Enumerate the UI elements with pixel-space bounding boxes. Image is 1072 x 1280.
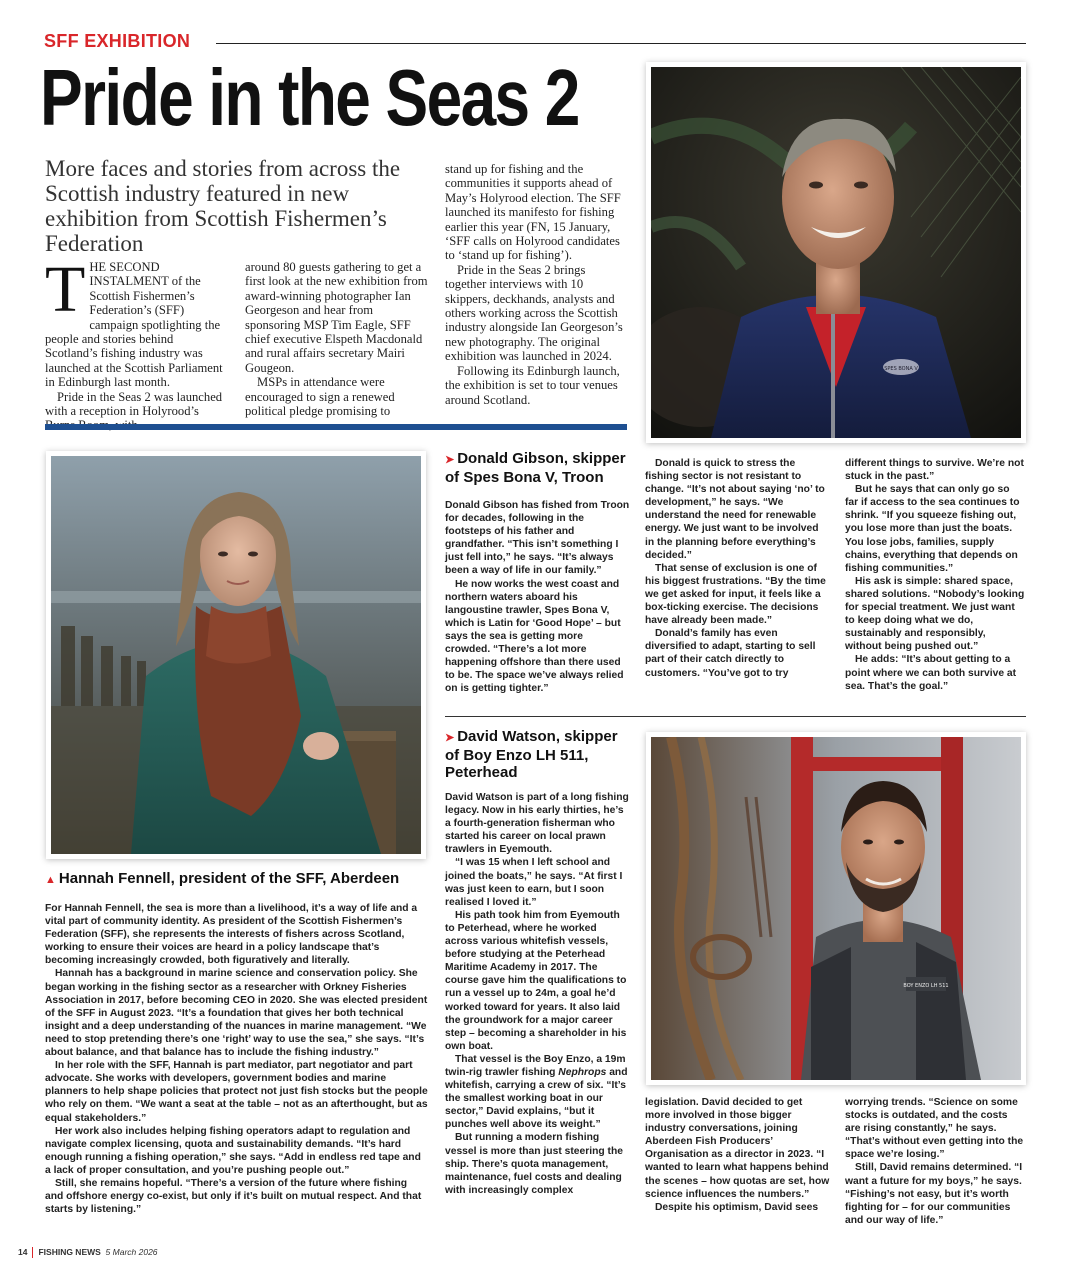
jacket-badge-text: SPES BONA V (884, 366, 918, 372)
david-paragraph: David Watson is part of a long fishing legacy. Now in his early thirties, he’s a fourth-generation fisherman who started his career on local prawn trawlers in Eyemouth. (445, 792, 629, 856)
kicker-rule (216, 43, 1026, 44)
section-rule (445, 716, 1026, 717)
section-divider (45, 424, 627, 430)
intro-paragraph: Pride in the Seas 2 was launched with a reception in Holyrood’s (45, 389, 223, 419)
donald-paragraph: His ask is simple: shared space, shared solutions. “Nobody’s looking for special treatment. We just want to keep doing what we do, sustainably and responsibly, without being pushed out.” (845, 575, 1025, 653)
hannah-heading (45, 870, 435, 889)
donald-paragraph: Donald Gibson has fished from Troon for decades, following in the footsteps of his father and grandfather. “This isn’t something I just fell into,” he says. “It’s always been a way of life in our family.” (445, 500, 630, 577)
david-text-run: That vessel is the Boy Enzo, a 19m twin-rig trawler fishing (445, 1053, 626, 1078)
donald-paragraph: different things to survive. We’re not stuck in the past.” (845, 458, 1024, 483)
donald-paragraph: Donald is quick to stress the fishing sector is not resistant to change. “It’s not about saying ‘no’ to development,” he says. “We understand the need for renewable energy. We just want to be involved in the planning before everything’s decided.” (645, 458, 825, 561)
footer-separator (32, 1247, 33, 1258)
david-paragraph: But running a modern fishing vessel is more than just steering the ship. There’s quota management, maintenance, fuel costs and dealing with increasingly complex (445, 1132, 623, 1196)
david-paragraph: Despite his optimism, David sees (655, 1201, 819, 1213)
hannah-paragraph: For Hannah Fennell, the sea is more than a livelihood, it’s a way of life and a vital part of community identity. As president of the Scottish Fishermen’s Federation (SFF), she represents the interests of fishers across Scotland, working to ensure their voices are heard in a policy landscape that’s becoming increasingly crowded, both figuratively and literally. (45, 903, 418, 967)
david-paragraph: legislation. David decided to get more involved in those bigger industry conversations, joining Aberdeen Fish Producers’ Organisation as a director in 2023. “I wanted to learn what happens behind the scenes – how quotas are set, how science influences the numbers.” (645, 1097, 830, 1200)
arrow-right-icon: ➤ (445, 732, 455, 744)
hannah-heading-text: Hannah Fennell, president of the SFF, Aberdeen (58, 870, 400, 887)
arrow-up-icon: ▲ (45, 874, 56, 886)
intro-paragraph: HE SECOND INSTALMENT of the Scottish Fishermen’s Federation’s (SFF) campaign spotlighting the people and stories behind Scotland’s fishing industry was launched at the Scottish Parliament in Edinburgh last month. (45, 260, 223, 390)
david-text-run: and whitefish, carrying a crew of six. “It’s the smallest working boat in our sector,” David explains, “but it punches well above its weight.” (445, 1066, 628, 1131)
intro-column-3 (445, 162, 625, 407)
standfirst: More faces and stories from across the Scottish industry featured in new exhibition from Scottish Fishermen’s Federation (45, 156, 401, 256)
david-column-2 (645, 1096, 830, 1214)
david-paragraph: Still, David remains determined. “I want a future for my boys,” he says. “Fishing’s not easy, but it’s worth fighting for – for our communities and our way of life.” (845, 1162, 1023, 1226)
david-column-1 (445, 791, 630, 1197)
donald-heading (445, 450, 630, 486)
headline: Pride in the Seas 2 (40, 53, 579, 142)
hannah-paragraph: Hannah has a background in marine science and conservation policy. She began working in the fishing sector as a researcher with Orkney Fisheries Association in 2017, before becoming CEO in 2020. She was elected president of the SFF in August 2023. “It’s a foundation that gives her both technical insight and a deep understanding of the nuances in marine management. “We need to stop pretending there’s one ‘right’ way to use the sea,” she says. “It’s about balance, and that balance has to include the fishing industry.” (45, 968, 428, 1059)
donald-paragraph: He now works the west coast and northern waters aboard his langoustine trawler, Spes Bona V, which is Latin for ‘Good Hope’ – but says the sea is getting more crowded. “There’s a lot more happening offshore than there used to be. The space we’ve always relied on is getting tighter.” (445, 578, 624, 695)
donald-gibson-photo (651, 67, 1021, 438)
intro-column-1 (45, 253, 228, 433)
publication-name: FISHING NEWS (38, 1247, 101, 1257)
hannah-fennell-photo (51, 456, 421, 854)
donald-heading-text: Donald Gibson, skipper of Spes Bona V, Troon (445, 450, 626, 486)
intro-paragraph: Pride in the Seas 2 brings together interviews with 10 skippers, deckhands, analysts and others working across the Scottish industry alongside Ian Georgeson’s new photography. The original exhibition was launched in 2024. (445, 262, 623, 364)
hannah-paragraph: In her role with the SFF, Hannah is part mediator, part negotiator and part advocate. She works with developers, government bodies and marine planners to help shape policies that protect not just fish stocks but the people who rely on them. “We want a seat at the table – not as an afterthought, but as equal stakeholders.” (45, 1060, 428, 1124)
david-column-3 (845, 1096, 1025, 1227)
david-paragraph (445, 1053, 630, 1132)
david-heading-text: David Watson, skipper of Boy Enzo LH 511, Peterhead (445, 728, 618, 781)
intro-paragraph: MSPs in attendance were encouraged to sign a renewed political pledge promising to (245, 375, 395, 419)
david-heading (445, 728, 630, 781)
donald-paragraph: But he says that can only go so far if access to the sea continues to shrink. “If you squeeze fishing out, you lose more than just the boats. You lose jobs, families, supply chains, everything that depends on fishing communities.” (845, 484, 1020, 574)
intro-column-2 (245, 260, 429, 418)
hannah-paragraph: Her work also includes helping fishing operators adapt to regulation and navigate complex licensing, quota and sustainability demands. “It’s hard enough running a fishing operation,” she says. “Add in endless red tape and a lack of proper consultation, and you’re pushing people out.” (45, 1125, 421, 1176)
issue-date: 5 March 2026 (105, 1247, 158, 1257)
intro-paragraph: stand up for fishing and the communities it supports ahead of May’s Holyrood election. The SFF launched its manifesto for fishing earlier this year (FN, 15 January, ‘SFF calls on Holyrood candidates to ‘stand up for fishing’). (445, 162, 621, 263)
donald-paragraph: He adds: “It’s about getting to a point where we can both survive at sea. That’s the goal.” (845, 654, 1017, 692)
david-text-italic: Nephrops (558, 1066, 607, 1078)
donald-paragraph: Donald’s family has even diversified to adapt, starting to sell part of their catch directly to customers. “You’ve got to try (645, 628, 816, 679)
drop-cap: T (45, 253, 86, 326)
intro-paragraph: Following its Edinburgh launch, the exhibition is set to tour venues around Scotland. (445, 363, 620, 407)
david-watson-photo (651, 737, 1021, 1080)
jacket-badge-text: BOY ENZO LH 511 (903, 983, 949, 989)
arrow-right-icon: ➤ (445, 454, 455, 466)
donald-column-3 (845, 457, 1025, 693)
page-number: 14 (18, 1247, 28, 1257)
david-paragraph: His path took him from Eyemouth to Peterhead, where he worked across various whitefish vessels, before studying at the Peterhead Maritime Academy in 2017. The course gave him the qualifications to run a vessel up to 24m, a goal he’d worked toward for years. It also laid the groundwork for a major career step – becoming a shareholder in his own boat. (445, 909, 627, 1052)
hannah-paragraph: Still, she remains hopeful. “There’s a version of the future where fishing and offshore energy co-exist, but only if it’s built on mutual respect. And that starts by listening.” (45, 1177, 422, 1216)
section-kicker: SFF EXHIBITION (44, 31, 191, 51)
intro-paragraph: around 80 guests gathering to get a first look at the new exhibition from award-winning photographer Ian Georgeson and hear from sponsoring MSP Tim Eagle, SFF chief executive Elspeth Macdonald and rural affairs secretary Mairi Gougeon. (245, 260, 428, 375)
david-paragraph: worrying trends. “Science on some stocks is outdated, and the costs are rising constantly,” he says. “That’s without even getting into the space we’re losing.” (845, 1097, 1024, 1161)
david-paragraph: “I was 15 when I left school and joined the boats,” he says. “At first I was just keen to earn, but I soon realised I loved it.” (445, 857, 623, 908)
page-footer (18, 1246, 158, 1258)
donald-column-1 (445, 499, 630, 695)
donald-paragraph: That sense of exclusion is one of his biggest frustrations. “By the time we get asked for input, it feels like a box-ticking exercise. The decisions have already been made.” (645, 562, 826, 627)
hannah-body (45, 902, 428, 1216)
donald-column-2 (645, 457, 830, 680)
